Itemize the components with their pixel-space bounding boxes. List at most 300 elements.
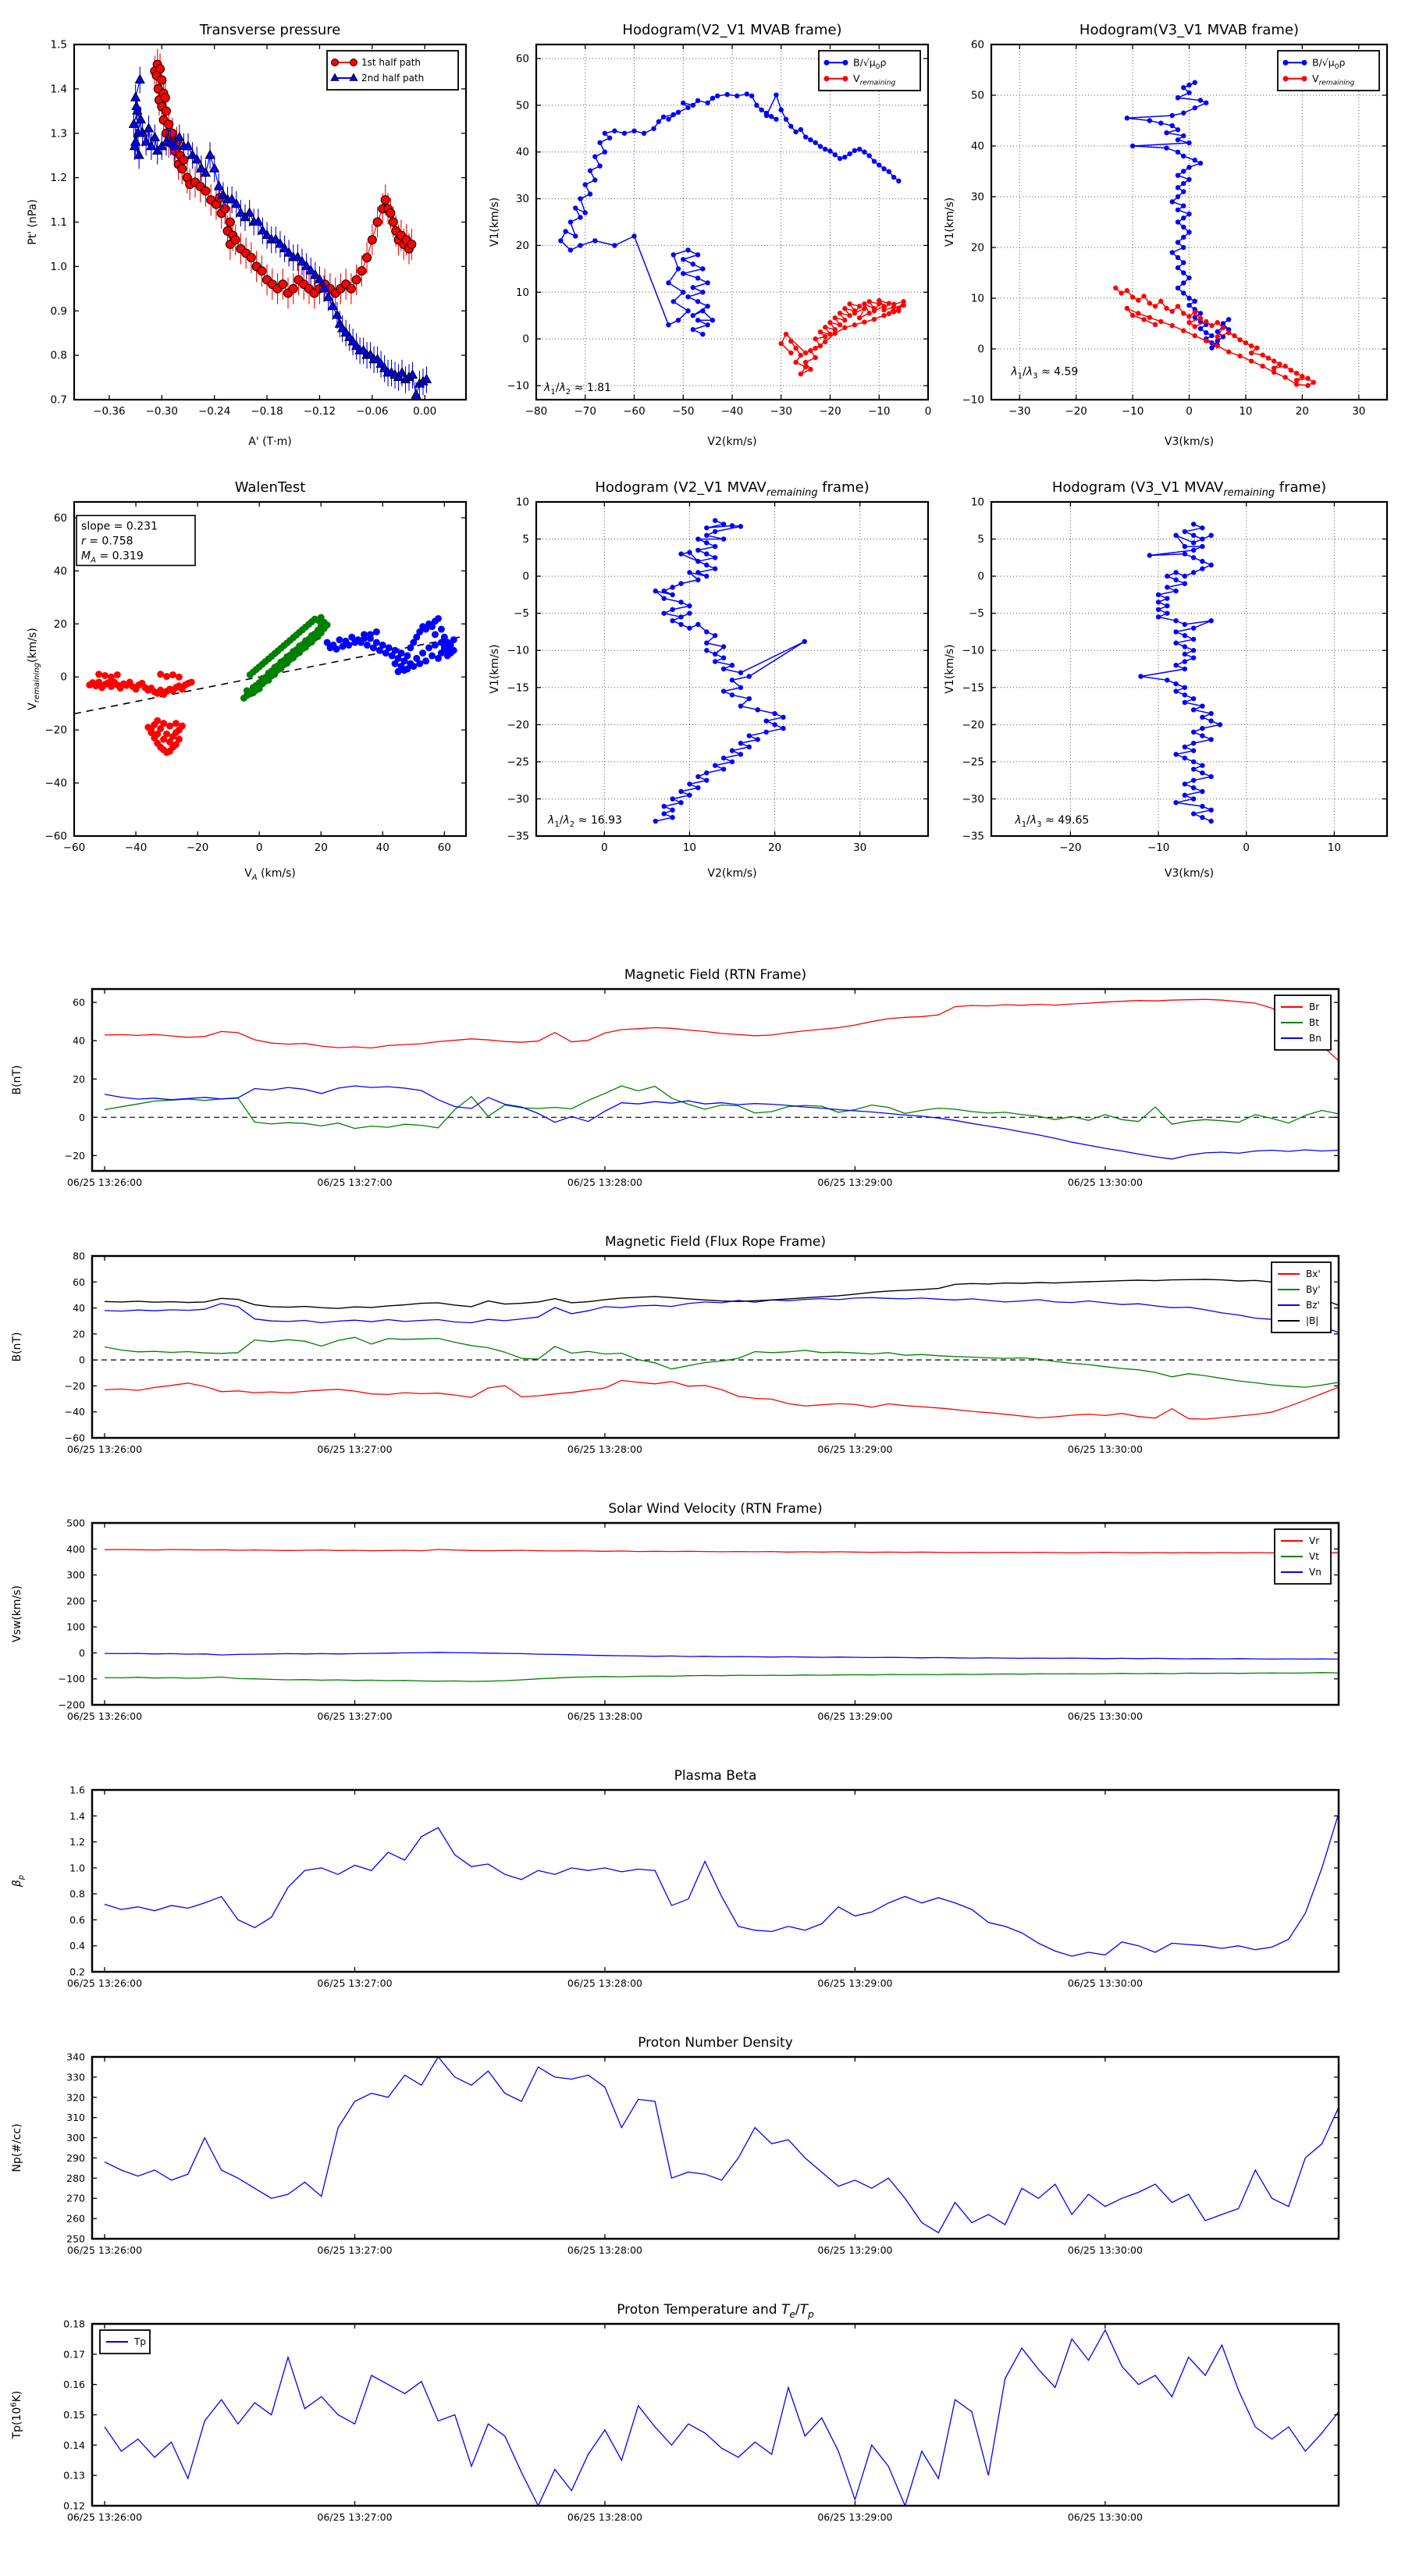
svg-text:06/25 13:30:00: 06/25 13:30:00	[1067, 2511, 1143, 2523]
svg-text:λ1/λ3 ≈ 49.65: $\lambda_1/\lambda_3 \approx 49.65$	[1015, 814, 1090, 829]
svg-text:30: 30	[853, 841, 867, 854]
series-Bx-prime	[105, 1380, 1339, 1419]
svg-text:−35: −35	[507, 830, 529, 843]
x-axis-label: V2(km/s)	[707, 436, 757, 448]
hodogram-v2v1-mvab-plot	[486, 9, 942, 453]
tick-labels	[65, 1251, 1143, 1456]
svg-text:λ1/λ2 ≈ 16.93: $\lambda_1/\lambda_2 \approx 16.93$	[548, 814, 622, 829]
svg-text:0.6: 0.6	[69, 1913, 85, 1926]
svg-text:−0.30: −0.30	[145, 405, 178, 418]
series-2nd-half-path	[130, 66, 432, 408]
svg-text:06/25 13:29:00: 06/25 13:29:00	[817, 1443, 893, 1455]
transverse-pressure-plot	[23, 9, 480, 453]
svg-text:−15: −15	[962, 681, 984, 695]
svg-text:20: 20	[515, 239, 529, 252]
svg-text:40: 40	[73, 1302, 85, 1315]
series-v-remaining-path	[653, 518, 807, 824]
svg-text:−15: −15	[507, 681, 529, 695]
grid	[536, 502, 928, 836]
axes-frame	[92, 1790, 1339, 1972]
series-Br	[105, 999, 1339, 1061]
svg-text:−60: −60	[623, 405, 646, 418]
magnetic-field-flux-rope-svg	[8, 1223, 1397, 1481]
svg-text:1.3: 1.3	[50, 127, 67, 141]
svg-text:100: 100	[66, 1621, 85, 1633]
svg-text:1.0: 1.0	[50, 260, 67, 273]
series-middle-segment	[240, 614, 331, 702]
series-By-prime	[105, 1337, 1339, 1387]
svg-text:0: 0	[79, 1354, 85, 1366]
legend	[819, 51, 920, 91]
proton-number-density-svg	[8, 2024, 1397, 2282]
svg-text:06/25 13:30:00: 06/25 13:30:00	[1067, 2244, 1143, 2256]
hodogram-v3v1-mvab-svg	[941, 9, 1401, 453]
y-axis-label: V1(km/s)	[489, 197, 501, 247]
svg-text:0.9: 0.9	[50, 304, 67, 318]
svg-text:06/25 13:30:00: 06/25 13:30:00	[1067, 1443, 1143, 1455]
svg-text:06/25 13:28:00: 06/25 13:28:00	[567, 1176, 643, 1188]
hodogram-v2v1-mvav-plot	[486, 467, 942, 884]
svg-text:−60: −60	[44, 830, 67, 843]
svg-text:r = 0.758: r = 0.758	[81, 535, 133, 548]
svg-text:06/25 13:27:00: 06/25 13:27:00	[317, 2511, 393, 2523]
svg-text:0.00: 0.00	[413, 405, 437, 418]
chart-title: Plasma Beta	[674, 1768, 757, 1784]
series-layer	[105, 1279, 1339, 1419]
ticks	[92, 1256, 1339, 1438]
svg-text:λ1/λ2 ≈ 1.81: $\lambda_1/\lambda_2 \approx 1.81$	[544, 381, 612, 397]
svg-text:06/25 13:30:00: 06/25 13:30:00	[1067, 1176, 1143, 1188]
svg-text:06/25 13:28:00: 06/25 13:28:00	[567, 1977, 643, 1989]
chart-title: Proton Temperature and $T_e/T_p$	[617, 2302, 814, 2320]
svg-text:300: 300	[66, 1569, 85, 1582]
svg-text:06/25 13:29:00: 06/25 13:29:00	[817, 1176, 893, 1188]
lambda-ratio-annotation	[547, 814, 622, 829]
svg-text:−10: −10	[507, 644, 529, 657]
chart-title: Magnetic Field (RTN Frame)	[624, 967, 807, 983]
plasma-beta-svg	[8, 1757, 1397, 2015]
svg-text:−20: −20	[819, 405, 841, 418]
svg-text:340: 340	[66, 2051, 85, 2063]
y-axis-label: V1(km/s)	[944, 197, 956, 247]
chart-title: Proton Number Density	[638, 2035, 793, 2051]
tick-labels	[507, 52, 932, 418]
svg-text:06/25 13:28:00: 06/25 13:28:00	[567, 1443, 643, 1455]
svg-text:0.13: 0.13	[63, 2469, 85, 2482]
legend	[327, 51, 458, 90]
svg-text:10: 10	[970, 496, 984, 509]
svg-text:60: 60	[73, 1276, 85, 1288]
series-layer	[105, 2330, 1339, 2506]
svg-text:06/25 13:28:00: 06/25 13:28:00	[567, 1710, 643, 1722]
series-layer	[558, 91, 906, 376]
series-alfven-velocity	[558, 91, 901, 336]
svg-text:0: 0	[522, 333, 529, 346]
svg-text:−40: −40	[720, 405, 744, 418]
svg-text:06/25 13:30:00: 06/25 13:30:00	[1067, 1977, 1143, 1989]
svg-text:310: 310	[66, 2112, 85, 2124]
svg-text:40: 40	[53, 564, 67, 578]
svg-text:−40: −40	[44, 777, 67, 790]
tick-labels	[67, 1784, 1143, 1990]
svg-text:−200: −200	[58, 1699, 85, 1711]
axes-frame	[92, 2324, 1339, 2506]
svg-text:−10: −10	[868, 405, 891, 418]
hodogram-v3v1-mvab-plot	[941, 9, 1401, 453]
svg-text:06/25 13:27:00: 06/25 13:27:00	[317, 2244, 393, 2256]
series-layer	[130, 49, 432, 409]
svg-text:0: 0	[1186, 405, 1193, 418]
y-axis-label: V1(km/s)	[944, 644, 956, 694]
svg-text:B/√μ0ρ: $B/√\mu_0\rho$	[1312, 56, 1346, 72]
series-B-magnitude	[105, 1279, 1339, 1308]
walen-test-plot	[23, 467, 480, 884]
ticks	[92, 2057, 1339, 2239]
svg-text:0.14: 0.14	[63, 2439, 85, 2451]
svg-text:Bz': Bz'	[1306, 1300, 1320, 1311]
chart-title: Hodogram(V3_V1 MVAB frame)	[1079, 22, 1300, 38]
svg-text:By': By'	[1306, 1284, 1321, 1296]
svg-text:300: 300	[66, 2132, 85, 2144]
svg-text:Vn: Vn	[1309, 1567, 1321, 1578]
tick-labels	[507, 496, 867, 855]
svg-text:slope = 0.231: slope = 0.231	[81, 520, 158, 533]
svg-text:−10: −10	[1147, 841, 1170, 854]
series-Bt	[105, 1086, 1339, 1129]
svg-text:Tp: Tp	[134, 2336, 146, 2348]
svg-text:−10: −10	[962, 644, 984, 657]
svg-text:Vremaining: $V_{remaining}$	[1312, 73, 1355, 87]
series-v-remaining	[779, 298, 906, 376]
svg-text:0: 0	[601, 841, 608, 854]
svg-text:−0.36: −0.36	[93, 405, 126, 418]
tick-labels	[59, 1517, 1143, 1723]
svg-text:1.5: 1.5	[50, 38, 67, 52]
svg-text:60: 60	[515, 52, 529, 66]
lambda-ratio-annotation	[1010, 366, 1078, 381]
svg-text:−30: −30	[770, 405, 792, 418]
x-axis-label: V2(km/s)	[707, 867, 757, 880]
svg-text:06/25 13:29:00: 06/25 13:29:00	[817, 2511, 893, 2523]
x-axis-label: A' (T·m)	[248, 436, 292, 448]
svg-text:0: 0	[79, 1646, 85, 1659]
series-layer	[105, 1550, 1339, 1681]
svg-text:10: 10	[682, 841, 697, 854]
svg-text:0: 0	[79, 1111, 85, 1123]
svg-text:1st half path: 1st half path	[361, 57, 422, 69]
svg-text:40: 40	[515, 146, 529, 159]
svg-text:10: 10	[970, 292, 984, 305]
svg-text:Bn: Bn	[1309, 1033, 1321, 1044]
solar-wind-velocity-plot	[8, 1490, 1397, 1748]
svg-text:−20: −20	[962, 718, 984, 731]
series-layer	[653, 518, 807, 824]
proton-number-density-plot	[8, 2024, 1397, 2282]
svg-text:−20: −20	[1065, 405, 1087, 418]
svg-text:0: 0	[1243, 841, 1250, 854]
grid	[991, 44, 1387, 400]
svg-text:−25: −25	[962, 756, 984, 769]
svg-text:10: 10	[1327, 841, 1341, 854]
svg-text:50: 50	[515, 99, 529, 112]
series-layer	[105, 1813, 1339, 1956]
series-first-segment	[86, 671, 194, 756]
svg-text:−60: −60	[64, 1432, 85, 1444]
series-Bz-prime	[105, 1297, 1339, 1332]
svg-text:30: 30	[970, 190, 984, 204]
svg-text:B/√μ0ρ: $B/√\mu_0\rho$	[853, 56, 887, 72]
svg-text:40: 40	[970, 140, 984, 153]
svg-text:06/25 13:27:00: 06/25 13:27:00	[317, 1443, 393, 1455]
svg-text:20: 20	[73, 1328, 85, 1340]
svg-text:5: 5	[522, 533, 529, 546]
svg-text:10: 10	[1239, 405, 1253, 418]
magnetic-field-flux-rope-plot	[8, 1223, 1397, 1481]
svg-text:1.4: 1.4	[69, 1809, 85, 1822]
svg-text:−80: −80	[525, 405, 548, 418]
svg-text:0: 0	[255, 841, 263, 854]
svg-text:MA = 0.319: $M_A = 0.319$	[81, 550, 144, 565]
tick-labels	[63, 2318, 1143, 2524]
plasma-beta-plot	[8, 1757, 1397, 2015]
y-axis-label: $Tp(10^6K)$	[9, 2390, 23, 2439]
svg-text:0.8: 0.8	[69, 1888, 85, 1900]
svg-text:2nd half path: 2nd half path	[361, 73, 425, 84]
svg-text:−40: −40	[64, 1406, 85, 1418]
svg-text:0.2: 0.2	[69, 1966, 85, 1978]
ticks	[92, 989, 1339, 1171]
y-axis-label: $V_{remaining}(km/s)$	[27, 628, 41, 710]
svg-text:260: 260	[66, 2212, 85, 2225]
tick-labels	[66, 2051, 1143, 2257]
ticks	[536, 502, 928, 836]
svg-text:320: 320	[66, 2091, 85, 2104]
series-layer	[74, 614, 460, 756]
svg-text:−70: −70	[574, 405, 596, 418]
magnetic-field-rtn-plot	[8, 956, 1397, 1214]
svg-text:−0.24: −0.24	[197, 405, 231, 418]
svg-text:60: 60	[437, 841, 451, 854]
svg-text:30: 30	[515, 193, 529, 206]
svg-text:1.2: 1.2	[50, 172, 67, 185]
svg-text:1.2: 1.2	[69, 1836, 85, 1848]
lambda-ratio-annotation	[1014, 814, 1089, 829]
axes-frame	[92, 2057, 1339, 2239]
tick-labels	[65, 997, 1143, 1188]
series-v-remaining-path	[1138, 521, 1222, 824]
svg-text:60: 60	[53, 511, 67, 525]
svg-text:−25: −25	[507, 756, 529, 769]
svg-text:0: 0	[977, 343, 984, 356]
series-layer	[1113, 80, 1316, 388]
svg-text:1.1: 1.1	[50, 216, 67, 229]
chart-title: Hodogram (V3_V1 $MVAV_{remaining}$ frame)	[1051, 479, 1327, 500]
solar-wind-velocity-svg	[8, 1490, 1397, 1748]
svg-text:20: 20	[970, 241, 984, 254]
svg-text:40: 40	[375, 841, 389, 854]
svg-text:−20: −20	[44, 724, 67, 737]
svg-text:06/25 13:26:00: 06/25 13:26:00	[66, 1977, 143, 1989]
svg-text:−20: −20	[64, 1379, 85, 1392]
svg-text:20: 20	[314, 841, 328, 854]
svg-text:−20: −20	[64, 1149, 85, 1162]
series-Vn	[105, 1653, 1339, 1660]
legend	[1275, 1529, 1331, 1584]
hodogram-v2v1-mvav-svg	[486, 467, 942, 884]
svg-text:20: 20	[73, 1073, 85, 1085]
series-plasma-beta	[105, 1813, 1339, 1956]
proton-temperature-plot	[8, 2291, 1397, 2549]
ticks	[92, 2324, 1339, 2506]
svg-text:Br: Br	[1309, 1002, 1320, 1013]
svg-text:0.7: 0.7	[50, 393, 67, 407]
series-layer	[105, 2057, 1339, 2233]
hodogram-v2v1-mvab-svg	[486, 9, 942, 453]
svg-text:60: 60	[970, 38, 984, 52]
svg-text:Bx': Bx'	[1306, 1268, 1321, 1280]
grid	[536, 44, 928, 400]
svg-text:−10: −10	[1121, 405, 1144, 418]
svg-text:−0.06: −0.06	[356, 405, 389, 418]
svg-text:−20: −20	[507, 718, 529, 731]
chart-title: Hodogram (V2_V1 $MVAV_{remaining}$ frame)	[595, 479, 870, 500]
svg-text:1.6: 1.6	[69, 1784, 85, 1796]
svg-text:250: 250	[66, 2233, 85, 2245]
chart-title: Hodogram(V2_V1 MVAB frame)	[622, 22, 842, 38]
svg-text:200: 200	[66, 1595, 85, 1607]
lambda-ratio-annotation	[543, 382, 611, 397]
y-axis-label: Pt' (nPa)	[27, 199, 39, 245]
svg-text:|B|: |B|	[1306, 1315, 1319, 1327]
svg-text:06/25 13:27:00: 06/25 13:27:00	[317, 1176, 393, 1188]
svg-text:06/25 13:26:00: 06/25 13:26:00	[66, 2244, 143, 2256]
series-alfven-velocity	[1125, 80, 1232, 350]
svg-text:50: 50	[970, 89, 984, 102]
svg-text:10: 10	[515, 286, 529, 299]
svg-text:Bt: Bt	[1309, 1017, 1319, 1029]
svg-text:0: 0	[977, 570, 984, 583]
svg-text:−100: −100	[58, 1673, 85, 1685]
y-axis-label: Vsw(km/s)	[11, 1585, 23, 1643]
svg-text:−30: −30	[507, 792, 529, 806]
legend	[1272, 1262, 1331, 1332]
svg-text:0.17: 0.17	[63, 2348, 85, 2361]
series-last-segment	[324, 615, 457, 675]
svg-text:0.12: 0.12	[63, 2500, 85, 2512]
walen-test-svg	[23, 467, 480, 884]
svg-text:−10: −10	[962, 393, 984, 407]
svg-text:06/25 13:28:00: 06/25 13:28:00	[567, 2244, 643, 2256]
svg-text:5: 5	[977, 533, 984, 546]
svg-text:290: 290	[66, 2151, 85, 2164]
svg-text:Vremaining: $V_{remaining}$	[853, 73, 896, 87]
svg-text:0: 0	[60, 671, 67, 684]
legend	[100, 2330, 150, 2354]
svg-text:0: 0	[924, 405, 932, 418]
series-proton-density	[105, 2057, 1339, 2233]
y-axis-label: V1(km/s)	[489, 644, 501, 694]
svg-text:−20: −20	[186, 841, 209, 854]
svg-text:06/25 13:26:00: 06/25 13:26:00	[66, 1176, 143, 1188]
svg-text:0.16: 0.16	[63, 2379, 85, 2391]
ticks	[92, 1790, 1339, 1972]
proton-temperature-svg	[8, 2291, 1397, 2549]
svg-text:0.8: 0.8	[50, 349, 67, 362]
y-axis-label: B(nT)	[11, 1332, 23, 1362]
svg-text:10: 10	[515, 496, 529, 509]
svg-text:80: 80	[73, 1250, 85, 1262]
chart-title: WalenTest	[234, 479, 306, 496]
svg-text:270: 270	[66, 2192, 85, 2204]
svg-text:40: 40	[73, 1034, 85, 1047]
svg-text:06/25 13:29:00: 06/25 13:29:00	[817, 1977, 893, 1989]
svg-text:60: 60	[73, 996, 85, 1009]
svg-text:06/25 13:30:00: 06/25 13:30:00	[1067, 1710, 1143, 1722]
svg-text:1.4: 1.4	[50, 83, 67, 96]
x-axis-label: $V_A$ (km/s)	[244, 867, 296, 882]
svg-text:0.18: 0.18	[63, 2318, 85, 2330]
svg-text:06/25 13:27:00: 06/25 13:27:00	[317, 1710, 393, 1722]
transverse-pressure-svg	[23, 9, 480, 453]
svg-text:−5: −5	[969, 607, 984, 621]
svg-text:−35: −35	[962, 830, 984, 843]
svg-text:−20: −20	[1059, 841, 1082, 854]
svg-text:−60: −60	[62, 841, 86, 854]
legend	[1275, 995, 1331, 1050]
chart-title: Transverse pressure	[199, 22, 341, 38]
svg-text:λ1/λ3 ≈ 4.59: $\lambda_1/\lambda_3 \approx 4.59$	[1011, 365, 1079, 381]
svg-text:−0.18: −0.18	[251, 405, 283, 418]
svg-text:280: 280	[66, 2172, 85, 2184]
svg-text:400: 400	[66, 1542, 85, 1555]
fit-stats-box	[76, 515, 195, 565]
y-axis-label: Np(#/cc)	[11, 2123, 23, 2172]
svg-text:−10: −10	[507, 379, 529, 393]
svg-text:−50: −50	[672, 405, 695, 418]
svg-text:1.0: 1.0	[69, 1862, 85, 1874]
legend	[1278, 51, 1379, 91]
svg-text:0.4: 0.4	[69, 1940, 85, 1952]
svg-text:−5: −5	[514, 607, 529, 621]
svg-text:330: 330	[66, 2071, 85, 2083]
y-axis-label: B(nT)	[11, 1065, 23, 1095]
svg-text:06/25 13:26:00: 06/25 13:26:00	[66, 1710, 143, 1722]
chart-title: Magnetic Field (Flux Rope Frame)	[605, 1234, 826, 1250]
x-axis-label: V3(km/s)	[1164, 867, 1215, 880]
series-v-remaining	[1113, 286, 1316, 388]
svg-text:Vt: Vt	[1309, 1551, 1319, 1563]
svg-text:20: 20	[767, 841, 782, 854]
svg-text:Vr: Vr	[1309, 1535, 1320, 1547]
x-axis-label: V3(km/s)	[1164, 436, 1215, 448]
svg-text:20: 20	[1295, 405, 1309, 418]
series-layer	[105, 999, 1339, 1159]
axes-frame	[92, 1256, 1339, 1438]
series-Vt	[105, 1673, 1339, 1681]
series-proton-temperature	[105, 2330, 1339, 2506]
axes-frame	[92, 989, 1339, 1171]
y-axis-label: $\beta_p$	[11, 1874, 26, 1888]
svg-text:06/25 13:29:00: 06/25 13:29:00	[817, 1710, 893, 1722]
svg-text:500: 500	[66, 1517, 85, 1529]
magnetic-field-rtn-svg	[8, 956, 1397, 1214]
axes-frame	[536, 502, 928, 836]
svg-text:06/25 13:26:00: 06/25 13:26:00	[66, 1443, 143, 1455]
svg-text:06/25 13:27:00: 06/25 13:27:00	[317, 1977, 393, 1989]
hodogram-v3v1-mvav-plot	[941, 467, 1401, 884]
svg-text:06/25 13:29:00: 06/25 13:29:00	[817, 2244, 893, 2256]
svg-text:06/25 13:28:00: 06/25 13:28:00	[567, 2511, 643, 2523]
